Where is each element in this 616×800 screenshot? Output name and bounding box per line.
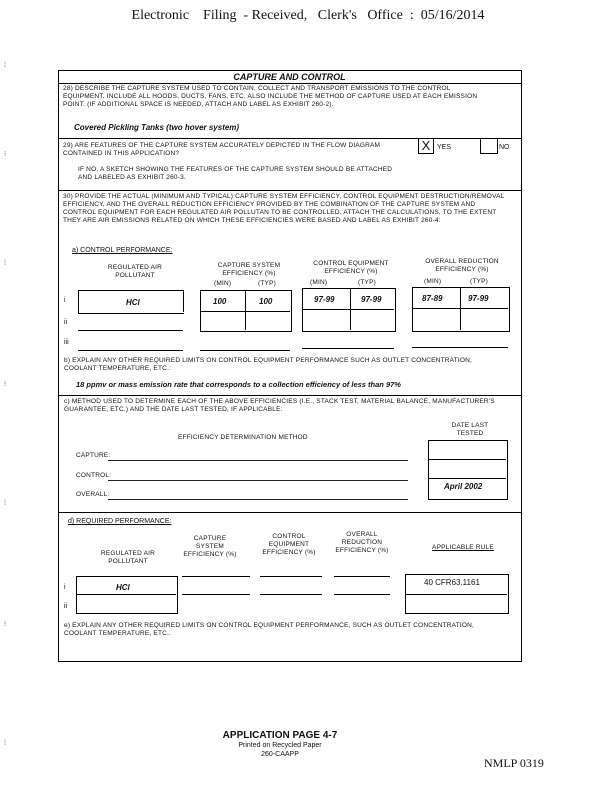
no-checkbox[interactable] bbox=[480, 138, 498, 154]
d-col-control: CONTROL EQUIPMENT EFFICIENCY (%) bbox=[262, 533, 316, 556]
row-label: i bbox=[64, 297, 66, 304]
capture-method-line[interactable] bbox=[108, 460, 408, 461]
d-col-overall: OVERALL REDUCTION EFFICIENCY (%) bbox=[335, 531, 389, 554]
d-rule: 40 CFR63.1161 bbox=[424, 578, 480, 587]
divider bbox=[58, 395, 521, 396]
q30-text: 30) PROVIDE THE ACTUAL (MINIMUM AND TYPICAL) CAPTURE SYSTEM EFFICIENCY, CONTROL EQUIPMENT DESTRUCTION/REMOVAL EFFICIENCY, AND THE OVERALL REDUCTION EFFICIENCY PROVIDED BY THE COMBINATION OF THE CAPTURE SYSTEM AND CONTROL EQUIPMENT FOR EACH REGULATED AIR POLLUTAN TO BE CONTROLLED. ATTACH THE CALCULATIONS, TO THE EXTENT THEY ARE AIR EMISSIONS RELATED ON WHICH THESE EFFICIENCIES WERE BASED AND LABEL AS EXHIBIT 260-4: bbox=[63, 193, 505, 224]
q30a-label: a) CONTROL PERFORMANCE: bbox=[72, 247, 173, 254]
q29-note: IF NO, A SKETCH SHOWING THE FEATURES OF THE CAPTURE SYSTEM SHOULD BE ATTACHED AND LABELED AS EXHIBIT 260-3. bbox=[78, 166, 393, 181]
scan-mark: ⁞ bbox=[4, 62, 6, 69]
check-mark-icon: X bbox=[421, 138, 431, 153]
scan-mark: ⁝ bbox=[4, 381, 7, 388]
c-col-date: DATE LAST TESTED bbox=[451, 422, 489, 437]
col-capture: CAPTURE SYSTEM EFFICIENCY (%) bbox=[217, 262, 281, 277]
q30c-text: c) METHOD USED TO DETERMINE EACH OF THE ABOVE EFFICIENCIES (I.E., STACK TEST, MATERIAL BALANCE, MANUFACTURER'S GUARANTEE, ETC.) AND THE DATE LAST TESTED, IF APPLICABLE: bbox=[64, 398, 495, 413]
q30b-text: b) EXPLAIN ANY OTHER REQUIRED LIMITS ON CONTROL EQUIPMENT PERFORMANCE SUCH AS OUTLET CONCENTRATION, COOLANT TEMPERATURE, ETC.: bbox=[64, 357, 473, 372]
q30e-text: e) EXPLAIN ANY OTHER REQUIRED LIMITS ON CONTROL EQUIPMENT PERFORMANCE, SUCH AS OUTLET CONCENTRATION, COOLANT TEMPERATURE, ETC.: bbox=[64, 622, 475, 637]
recycled-note: Printed on Recycled Paper bbox=[238, 742, 322, 749]
row1-ctl-typ: 97-99 bbox=[361, 295, 382, 304]
q28-text: 28) DESCRIBE THE CAPTURE SYSTEM USED TO CONTAIN, COLLECT AND TRANSPORT EMISSIONS TO THE CONTROL EQUIPMENT. INCLUDE ALL HOODS, DUCTS, FANS, ETC. ALSO INCLUDE THE METHOD OF CAPTURE USED AT EACH EMISSION POINT. (IF ADDITIONAL SPACE IS NEEDED, ATTACH AND LABEL AS EXHIBIT 260-2). bbox=[63, 85, 478, 108]
col-control: CONTROL EQUIPMENT EFFICIENCY (%) bbox=[313, 260, 389, 275]
ctl-typ-label: (TYP) bbox=[358, 279, 376, 286]
grid-line bbox=[302, 309, 394, 310]
grid-line bbox=[334, 594, 390, 595]
grid-line bbox=[182, 576, 250, 577]
grid-line bbox=[260, 594, 322, 595]
d-col-rule: APPLICABLE RULE bbox=[432, 544, 494, 551]
ov-min-label: (MIN) bbox=[424, 278, 442, 285]
d-col-pollutant: REGULATED AIR POLLUTANT bbox=[100, 550, 156, 565]
grid-line bbox=[78, 330, 183, 331]
divider bbox=[58, 138, 521, 139]
yes-checkbox[interactable] bbox=[418, 138, 434, 154]
control-method-line[interactable] bbox=[108, 480, 408, 481]
col-overall: OVERALL REDUCTION EFFICIENCY (%) bbox=[425, 258, 499, 273]
date-box bbox=[428, 440, 508, 500]
divider bbox=[58, 190, 521, 191]
grid-line bbox=[200, 311, 290, 312]
grid-line bbox=[78, 350, 183, 351]
row1-cap-typ: 100 bbox=[259, 297, 273, 306]
d-row-label: i bbox=[64, 584, 66, 591]
q30b-answer: 18 ppmv or mass emission rate that corresponds to a collection efficiency of less than 97% bbox=[76, 380, 401, 389]
filing-stamp: Electronic Filing - Received, Clerk's Office : 05/16/2014 bbox=[131, 8, 485, 23]
d-col-capture: CAPTURE SYSTEM EFFICIENCY (%) bbox=[183, 535, 237, 558]
yes-label: YES bbox=[437, 144, 452, 151]
c-row-control: CONTROL: bbox=[76, 472, 112, 479]
grid-line bbox=[334, 576, 390, 577]
grid-line bbox=[76, 594, 176, 595]
c-row-overall: OVERALL: bbox=[76, 491, 110, 498]
row1-ov-min: 87-89 bbox=[422, 294, 443, 303]
scan-mark: ⁞ bbox=[4, 260, 6, 267]
form-number: 260-CAAPP bbox=[261, 751, 299, 758]
row1-cap-min: 100 bbox=[213, 297, 227, 306]
col-pollutant: REGULATED AIR POLLUTANT bbox=[107, 264, 163, 279]
d-row-label: ii bbox=[64, 603, 68, 610]
q28-answer: Covered Pickling Tanks (two hover system) bbox=[74, 123, 240, 132]
row1-pollutant: HCl bbox=[126, 298, 140, 307]
grid-line bbox=[302, 348, 394, 349]
overall-method-line[interactable] bbox=[108, 499, 408, 500]
c-date-overall: April 2002 bbox=[444, 482, 483, 491]
section-title: CAPTURE AND CONTROL bbox=[233, 72, 346, 82]
row-label: ii bbox=[64, 319, 68, 326]
grid-line bbox=[183, 290, 184, 312]
grid-line bbox=[260, 576, 322, 577]
row-label: iii bbox=[64, 339, 69, 346]
grid-line bbox=[405, 594, 507, 595]
ov-typ-label: (TYP) bbox=[470, 278, 488, 285]
grid-line bbox=[245, 290, 246, 330]
c-col-method: EFFICIENCY DETERMINATION METHOD bbox=[178, 434, 308, 441]
row1-ctl-min: 97-99 bbox=[314, 295, 335, 304]
ctl-min-label: (MIN) bbox=[310, 279, 328, 286]
d-pollutant: HCl bbox=[116, 583, 130, 592]
grid-line bbox=[428, 478, 506, 479]
divider bbox=[58, 83, 521, 84]
q30d-label: d) REQUIRED PERFORMANCE: bbox=[68, 518, 172, 525]
scan-mark: ⁝ bbox=[4, 151, 7, 158]
scan-mark: ⁞ bbox=[4, 740, 6, 747]
cap-min-label: (MIN) bbox=[214, 280, 232, 287]
page-label: APPLICATION PAGE 4-7 bbox=[222, 730, 338, 741]
grid-line bbox=[428, 459, 506, 460]
grid-line bbox=[412, 308, 508, 309]
no-label: NO bbox=[499, 144, 510, 151]
grid-line bbox=[412, 347, 508, 348]
bates-number: NMLP 0319 bbox=[484, 756, 544, 770]
c-row-capture: CAPTURE: bbox=[76, 452, 111, 459]
scan-mark: ⁞ bbox=[4, 500, 6, 507]
divider bbox=[58, 512, 521, 513]
q29-text: 29) ARE FEATURES OF THE CAPTURE SYSTEM ACCURATELY DEPICTED IN THE FLOW DIAGRAM CONTAINED IN THIS APPLICATION? bbox=[63, 142, 381, 157]
scan-mark: ⁝ bbox=[4, 621, 7, 628]
grid-line bbox=[182, 594, 250, 595]
grid-line bbox=[200, 350, 290, 351]
row1-ov-typ: 97-99 bbox=[468, 294, 489, 303]
d-pollutant-cell[interactable] bbox=[76, 576, 178, 614]
cap-typ-label: (TYP) bbox=[258, 280, 276, 287]
